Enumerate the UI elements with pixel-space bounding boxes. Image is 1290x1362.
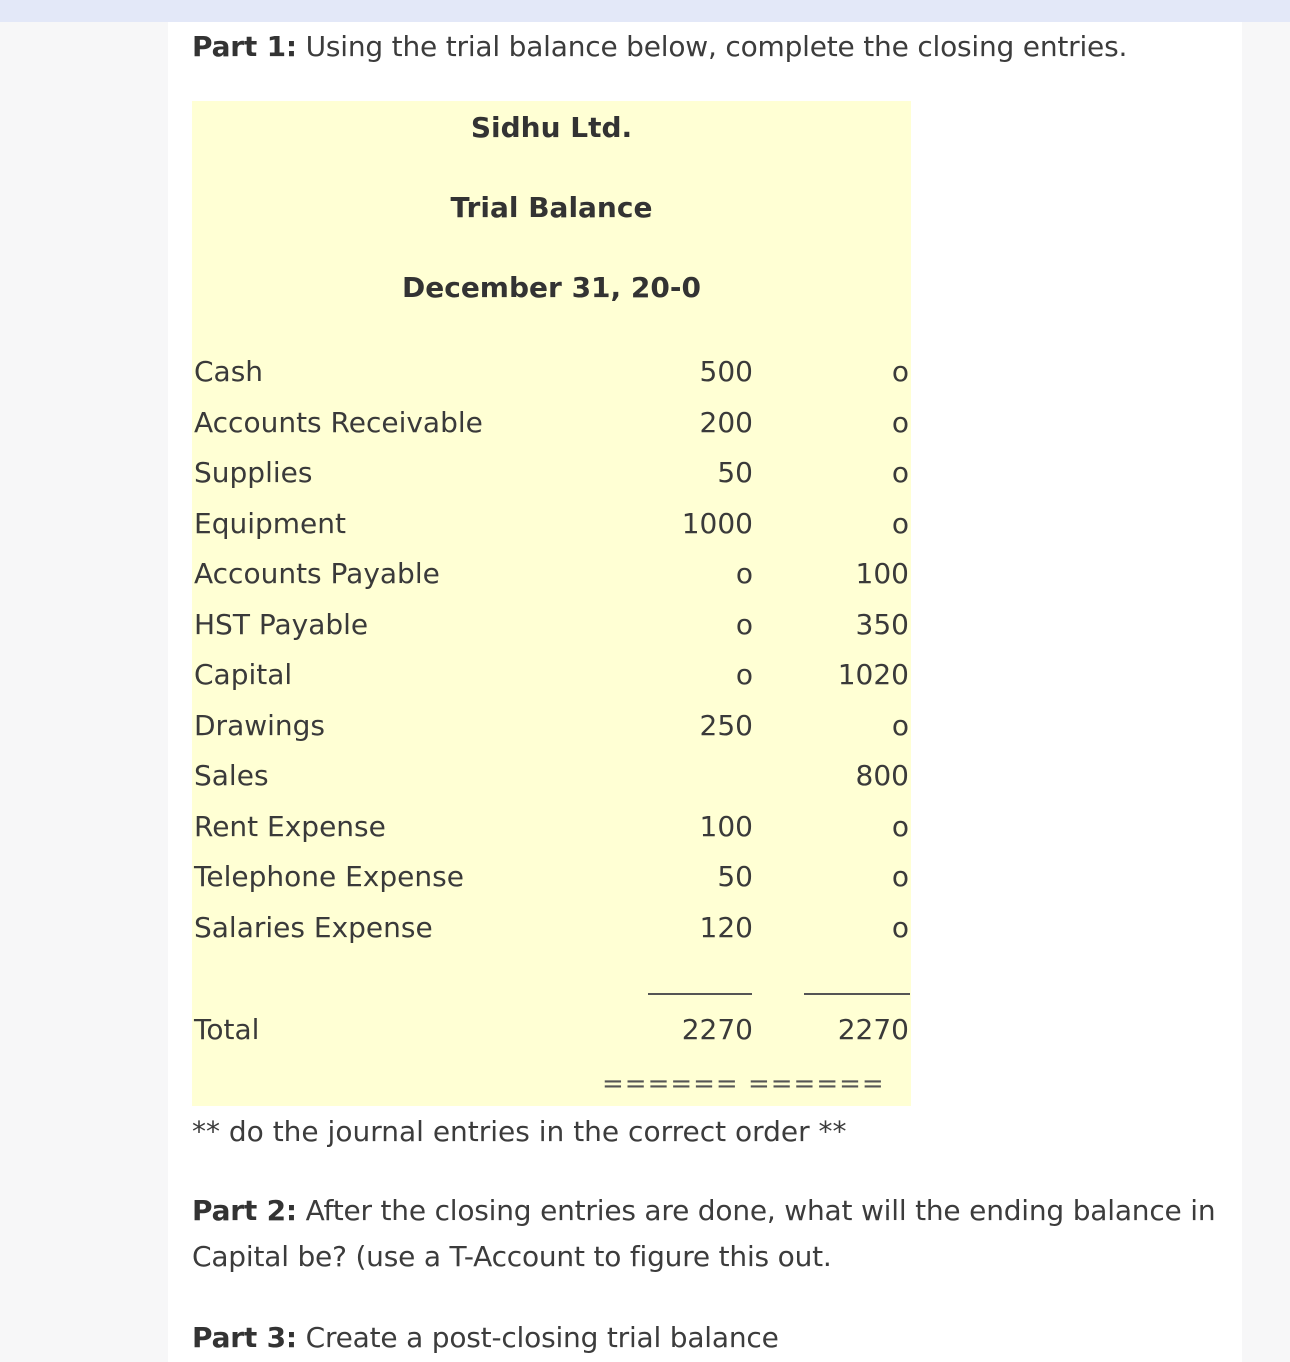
account-row — [192, 507, 911, 557]
part3-text: Create a post-closing trial balance — [296, 1321, 779, 1354]
credit-amount: o — [891, 506, 909, 540]
credit-amount: o — [891, 809, 909, 843]
account-row — [192, 860, 911, 910]
account-name: Capital — [194, 658, 293, 691]
account-name: Cash — [194, 355, 264, 388]
debit-amount: 200 — [699, 405, 753, 439]
account-row — [192, 759, 911, 809]
part2-text: After the closing entries are done, what will the ending balance in Capital be? (use a T-Account to figure this out. — [192, 1194, 1216, 1273]
debit-subtotal-rule — [648, 993, 752, 995]
part1-instruction — [192, 24, 1127, 70]
account-row — [192, 810, 911, 860]
order-note: ** do the journal entries in the correct order ** — [192, 1115, 847, 1148]
total-credit: 2270 — [837, 1013, 909, 1046]
double-rule: ====== ====== — [602, 1069, 885, 1099]
debit-amount: 100 — [699, 809, 753, 843]
credit-amount: o — [891, 860, 909, 893]
account-name: Drawings — [194, 708, 326, 742]
debit-amount: 50 — [717, 860, 753, 893]
account-name: Rent Expense — [194, 809, 386, 843]
credit-amount: o — [891, 456, 909, 489]
account-name: Supplies — [194, 456, 313, 489]
debit-amount: o — [735, 557, 753, 590]
top-bar — [0, 0, 1290, 22]
account-name: Telephone Expense — [194, 860, 464, 893]
statement-date: December 31, 20-0 — [401, 271, 701, 304]
trial-balance — [192, 101, 911, 1106]
account-row — [192, 709, 911, 759]
total-debit: 2270 — [681, 1013, 753, 1046]
account-row — [192, 911, 911, 961]
total-row — [192, 1013, 911, 1063]
account-row — [192, 355, 911, 405]
debit-amount: 120 — [699, 910, 753, 944]
account-name: Salaries Expense — [194, 910, 433, 944]
account-row — [192, 658, 911, 708]
debit-amount: o — [735, 607, 753, 641]
credit-amount: o — [891, 405, 909, 439]
account-name: HST Payable — [194, 607, 369, 641]
account-name: Accounts Receivable — [194, 405, 483, 439]
statement-title: Trial Balance — [450, 191, 653, 224]
account-row — [192, 608, 911, 658]
credit-amount: 100 — [855, 557, 909, 590]
credit-amount: o — [891, 355, 909, 388]
part3-instruction — [192, 1315, 779, 1361]
credit-subtotal-rule — [804, 993, 910, 995]
credit-amount: o — [891, 910, 909, 944]
credit-amount: 800 — [855, 759, 909, 792]
part3-label: Part 3: — [192, 1321, 297, 1354]
part2-label: Part 2: — [192, 1194, 297, 1227]
debit-amount: o — [735, 658, 753, 691]
credit-amount: 350 — [855, 607, 909, 641]
part1-label: Part 1: — [192, 30, 297, 63]
total-label: Total — [194, 1013, 260, 1046]
debit-amount: 250 — [699, 708, 753, 742]
company-name: Sidhu Ltd. — [470, 111, 633, 144]
account-name: Sales — [194, 759, 269, 792]
account-row — [192, 456, 911, 506]
account-name: Accounts Payable — [194, 557, 440, 590]
debit-amount: 500 — [699, 355, 753, 388]
account-row — [192, 557, 911, 607]
account-row — [192, 406, 911, 456]
debit-amount: 1000 — [681, 506, 753, 540]
account-name: Equipment — [194, 506, 346, 540]
debit-amount: 50 — [717, 456, 753, 489]
credit-amount: o — [891, 708, 909, 742]
part1-text: Using the trial balance below, complete the closing entries. — [296, 30, 1128, 63]
part2-instruction — [192, 1188, 1232, 1280]
credit-amount: 1020 — [837, 658, 909, 691]
